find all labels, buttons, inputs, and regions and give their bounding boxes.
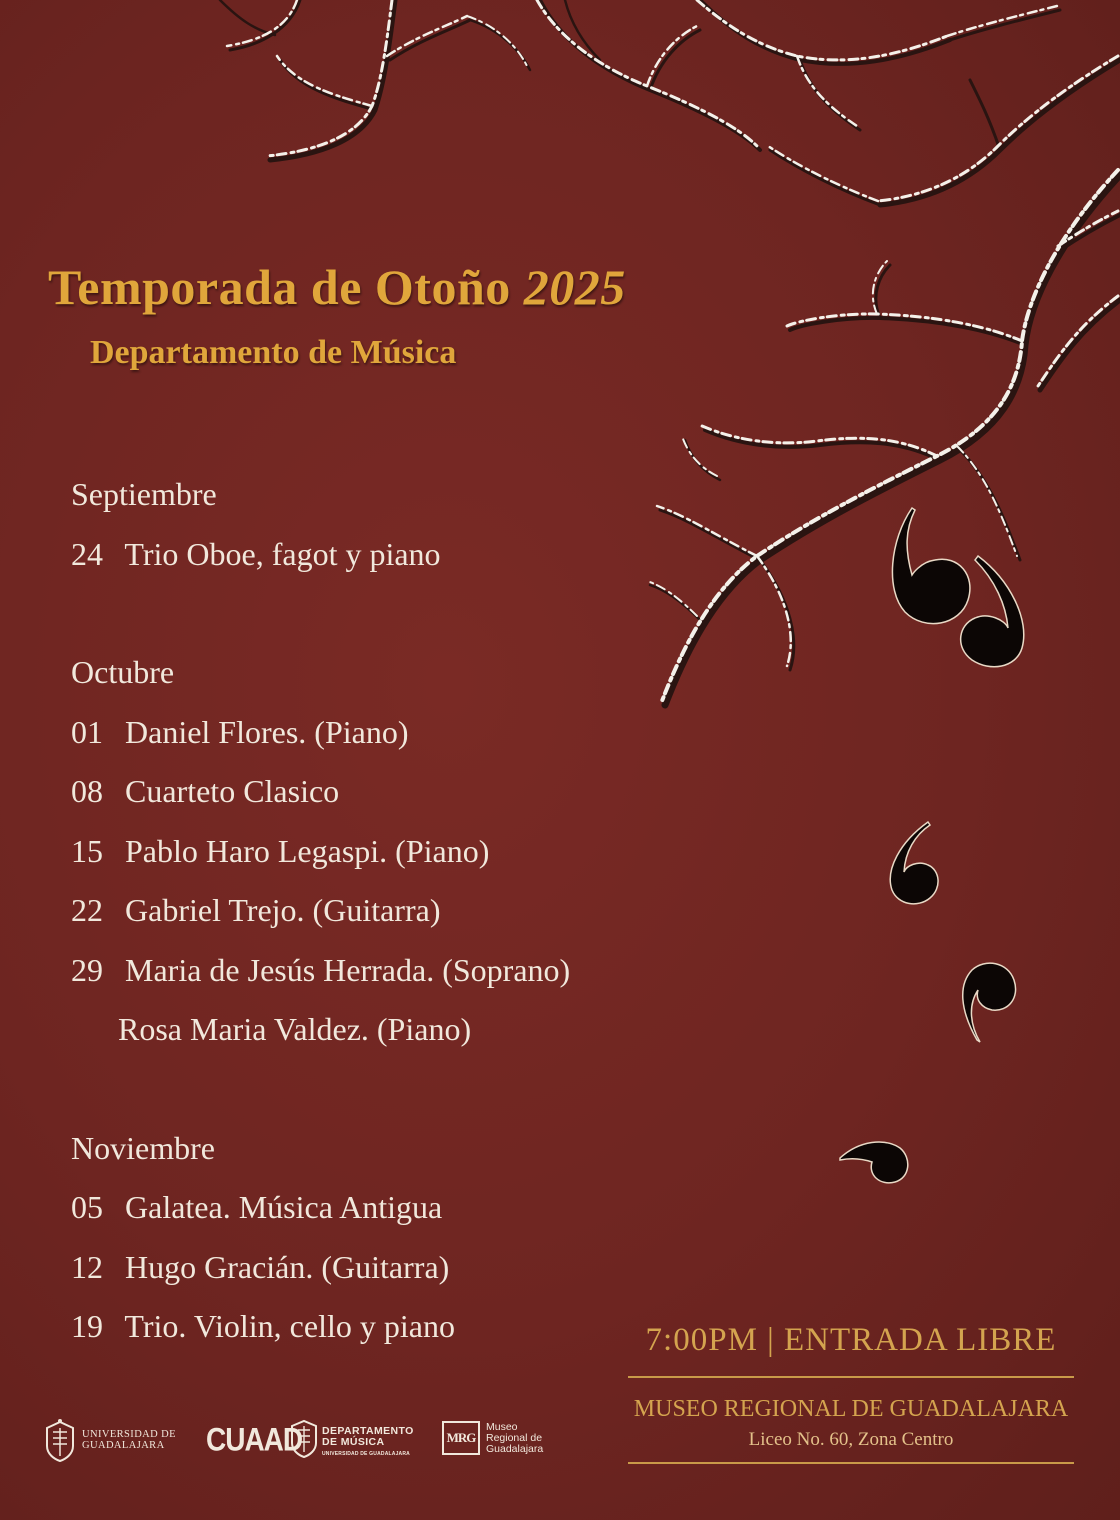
title-year: 2025 [523,259,626,315]
depto-musica-logo [290,1416,425,1464]
udg-crest-icon [44,1418,76,1462]
museo-mark-icon: MRG [442,1421,480,1455]
month-heading: Septiembre [71,476,217,512]
venue-name: MUSEO REGIONAL DE GUADALAJARA [633,1396,1069,1422]
comma-ornament-3 [840,1142,908,1183]
event-item [71,710,671,770]
event-title: Trio Oboe, fagot y piano [124,535,441,572]
venue-address: Liceo No. 60, Zona Centro [748,1429,954,1450]
depto-crest-icon [290,1418,318,1458]
event-item [71,1245,671,1305]
depto-logo-small: UNIVERSIDAD DE GUADALAJARA [322,1451,410,1457]
event-item [71,948,671,1008]
museo-logo-text: Museo Regional de Guadalajara [486,1421,544,1455]
event-item [71,769,671,829]
divider [628,1376,1074,1378]
event-title: Gabriel Trejo. (Guitarra) [125,892,441,928]
cuaad-logo: CUAAD [206,1421,303,1458]
poster-title [48,258,626,316]
event-title: Maria de Jesús Herrada. (Soprano) [125,951,571,988]
comma-ornament-2 [963,963,1016,1042]
depto-logo-name: DEPARTAMENTO DE MÚSICA [322,1425,414,1448]
event-title: Trio. Violin, cello y piano [124,1308,455,1344]
event-day: 01 [71,713,103,750]
title-text: Temporada de Otoño [48,259,511,315]
time-and-admission: 7:00PM | ENTRADA LIBRE [645,1322,1057,1358]
event-day: 15 [71,832,103,869]
event-item [71,1185,671,1245]
event-title: Hugo Gracián. (Guitarra) [125,1248,450,1285]
event-day: 05 [71,1189,103,1225]
event-item [71,829,671,889]
event-item [71,1304,671,1364]
concert-program [71,472,671,1364]
event-title: Pablo Haro Legaspi. (Piano) [125,832,490,869]
event-title: Daniel Flores. (Piano) [125,713,409,750]
event-info [620,1318,1082,1464]
month-heading: Octubre [71,654,175,690]
event-day: 29 [71,951,103,988]
event-title: Cuarteto Clasico [125,773,340,809]
double-comma-ornament [892,508,1023,667]
event-day: 19 [71,1308,103,1344]
month-heading: Noviembre [71,1129,215,1166]
event-item [71,532,671,592]
comma-ornament-1 [890,822,938,904]
event-day: 24 [71,535,103,572]
event-day: 22 [71,892,103,928]
event-item [71,888,671,948]
event-day: 08 [71,773,103,809]
event-item-continuation: Rosa Maria Valdez. (Piano) [118,1011,472,1047]
udg-logo [44,1416,189,1464]
event-day: 12 [71,1248,103,1285]
poster-subtitle: Departamento de Música [90,334,457,371]
divider [628,1462,1074,1464]
depto-logo-text [322,1426,422,1460]
sponsor-logos [44,1416,564,1464]
event-title: Galatea. Música Antigua [125,1189,443,1225]
museo-logo [442,1416,562,1464]
udg-logo-text: UNIVERSIDAD DE GUADALAJARA [82,1429,176,1451]
